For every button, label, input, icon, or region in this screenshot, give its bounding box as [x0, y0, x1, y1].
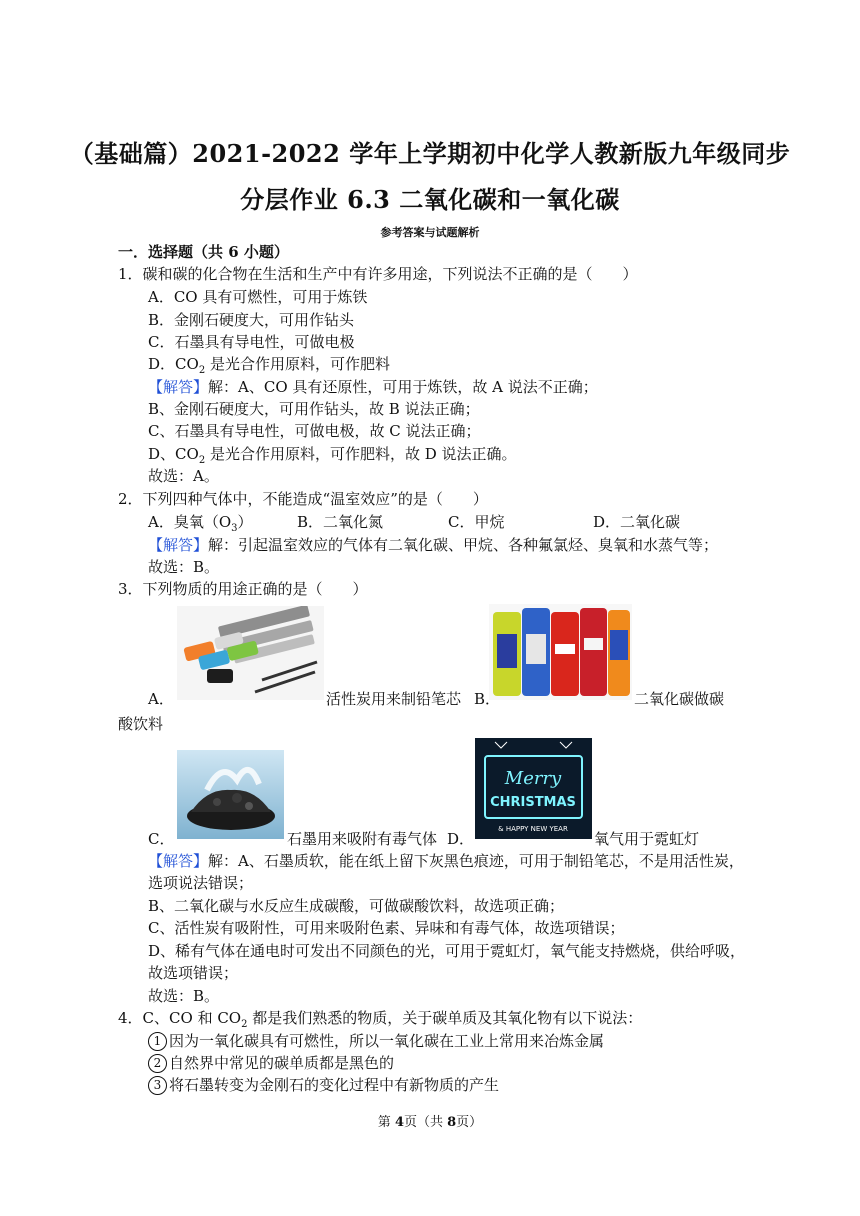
- q3-option-a-label: A．: [148, 690, 174, 708]
- neon-newyear-text: & HAPPY NEW YEAR: [498, 825, 568, 833]
- q2-option-b: B．二氧化氮: [297, 513, 384, 531]
- q1-choice: 故选：A。: [148, 467, 219, 485]
- q3-option-a-text: 活性炭用来制铅笔芯: [326, 690, 462, 708]
- q3-answer-d-cont: 故选项错误；: [148, 964, 239, 982]
- activated-carbon-image: [177, 750, 284, 839]
- q1-answer-b: B、金刚石硬度大，可用作钻头，故 B 说法正确；: [148, 400, 480, 418]
- q3-option-d-label: D．: [447, 830, 475, 848]
- q2-option-a: A．臭氧$(O_3)$: [148, 513, 253, 534]
- q3-option-b-text-cont: 酸饮料: [118, 715, 164, 733]
- q3-answer-c: C、活性炭有吸附性，可用来吸附色素、异味和有毒气体，故选项错误；: [148, 919, 625, 937]
- answer-tag: 【解答】: [148, 536, 209, 554]
- q2-choice: 故选：B。: [148, 558, 220, 576]
- section-heading: 一．选择题（共 6 小题）: [118, 243, 289, 261]
- q2-answer: 【解答】解：引起温室效应的气体有二氧化碳、甲烷、各种氟氯烃、臭氧和水蒸气等；: [148, 536, 719, 554]
- q3-answer-b: B、二氧化碳与水反应生成碳酸，可做碳酸饮料，故选项正确；: [148, 897, 565, 915]
- doc-subtitle: 参考答案与试题解析: [380, 226, 480, 239]
- q2-stem: 2．下列四种气体中，不能造成“温室效应”的是（ ）: [118, 490, 488, 508]
- q3-option-c-label: C．: [148, 830, 175, 848]
- doc-title-line-1: （基础篇）2021-2022 学年上学期初中化学人教新版九年级同步: [69, 139, 791, 168]
- q3-option-b-label: B．: [474, 690, 501, 708]
- q2-option-c: C．甲烷: [448, 513, 505, 531]
- q3-stem: 3．下列物质的用途正确的是（ ）: [118, 580, 368, 598]
- q3-option-d-text: 氧气用于霓虹灯: [594, 830, 700, 848]
- page-footer: 第 4页（共 8页）: [377, 1115, 483, 1130]
- q4-statement-1: 1 因为一氧化碳具有可燃性，所以一氧化碳在工业上常用来冶炼金属: [148, 1030, 604, 1052]
- q3-choice: 故选：B。: [148, 987, 220, 1005]
- q3-option-b-text: 二氧化碳做碳: [634, 690, 725, 708]
- q4-statement-2: 2 自然界中常见的碳单质都是黑色的: [148, 1052, 394, 1074]
- q3-answer-d: D、稀有气体在通电时可发出不同颜色的光，可用于霓虹灯，氧气能支持燃烧，供给呼吸，: [148, 942, 746, 960]
- q1-answer: 【解答】解：A、CO 具有还原性，可用于炼铁，故 A 说法不正确；: [148, 378, 598, 396]
- q4-stem: 4．C、CO 和 $CO_2$ 都是我们熟悉的物质，关于碳单质及其氧化物有以下说法：: [118, 1009, 643, 1030]
- pencil-leads-image: [177, 606, 324, 700]
- q1-option-a: A．CO 具有可燃性，可用于炼铁: [148, 288, 368, 306]
- soda-cans-image: [489, 604, 632, 700]
- doc-title-line-2: 分层作业 6.3 二氧化碳和一氧化碳: [240, 185, 620, 214]
- q1-option-d: D．$CO_2$ 是光合作用原料，可作肥料: [148, 355, 390, 376]
- q3-option-c-text: 石墨用来吸附有毒气体: [287, 830, 438, 848]
- q1-stem: 1．碳和碳的化合物在生活和生产中有许多用途，下列说法不正确的是（ ）: [118, 265, 638, 283]
- q1-answer-d: D、$CO_2$ 是光合作用原料，可作肥料，故 D 说法正确。: [148, 445, 517, 466]
- answer-tag: 【解答】: [148, 378, 209, 396]
- answer-tag: 【解答】: [148, 852, 209, 870]
- q1-option-c: C．石墨具有导电性，可做电极: [148, 333, 355, 351]
- neon-merry-text: Merry: [504, 768, 562, 789]
- q1-answer-c: C、石墨具有导电性，可做电极，故 C 说法正确；: [148, 422, 481, 440]
- q3-answer: 【解答】解：A、石墨质软，能在纸上留下灰黑色痕迹，可用于制铅笔芯，不是用活性炭，: [148, 852, 744, 870]
- neon-sign-image: [475, 738, 592, 839]
- neon-christmas-text: CHRISTMAS: [490, 795, 576, 810]
- q3-answer-a-cont: 选项说法错误；: [148, 874, 254, 892]
- q1-option-b: B．金刚石硬度大，可用作钻头: [148, 311, 355, 329]
- q2-option-d: D．二氧化碳: [593, 513, 681, 531]
- q4-statement-3: 3 将石墨转变为金刚石的变化过程中有新物质的产生: [148, 1074, 499, 1096]
